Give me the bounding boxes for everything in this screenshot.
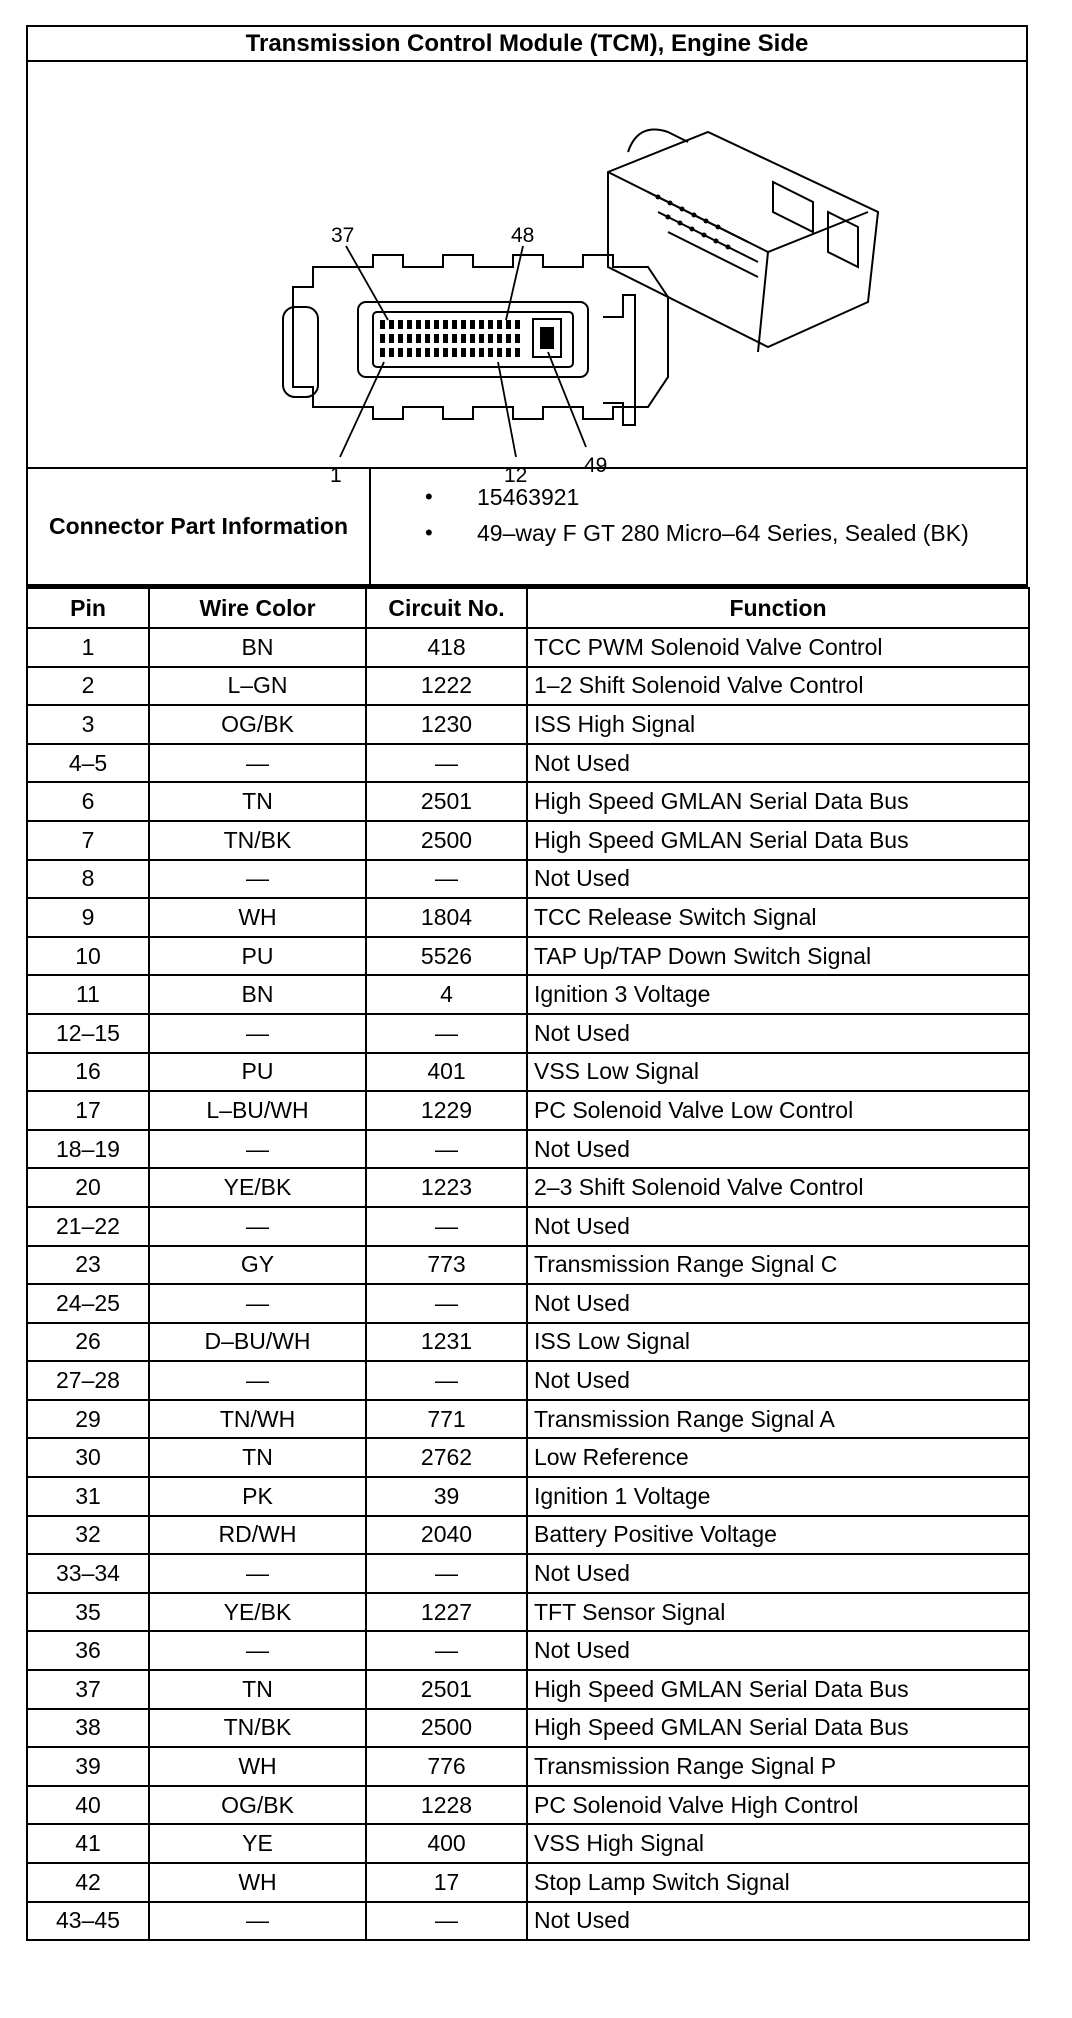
wire-color-cell: YE	[149, 1824, 366, 1863]
table-row	[27, 1246, 1029, 1285]
function-cell: PC Solenoid Valve High Control	[527, 1786, 1029, 1825]
circuit-number-cell: 4	[366, 975, 527, 1014]
wire-color-cell: YE/BK	[149, 1168, 366, 1207]
wire-color-cell: WH	[149, 1863, 366, 1902]
circuit-number-cell: 418	[366, 628, 527, 667]
table-row	[27, 898, 1029, 937]
pin-cell: 8	[27, 860, 149, 899]
wire-color-cell: OG/BK	[149, 705, 366, 744]
wire-color-cell: —	[149, 1130, 366, 1169]
circuit-number-cell: —	[366, 1631, 527, 1670]
table-row	[27, 744, 1029, 783]
function-cell: Not Used	[527, 860, 1029, 899]
pin-cell: 3	[27, 705, 149, 744]
table-row	[27, 1477, 1029, 1516]
function-cell: Not Used	[527, 1130, 1029, 1169]
function-cell: Not Used	[527, 1284, 1029, 1323]
wire-color-cell: —	[149, 1554, 366, 1593]
circuit-number-cell: 1222	[366, 667, 527, 706]
circuit-number-cell: 1228	[366, 1786, 527, 1825]
table-row	[27, 667, 1029, 706]
pin-cell: 30	[27, 1438, 149, 1477]
pin-cell: 26	[27, 1323, 149, 1362]
pin-cell: 39	[27, 1747, 149, 1786]
table-row	[27, 1438, 1029, 1477]
pin-cell: 16	[27, 1053, 149, 1092]
pin-cell: 33–34	[27, 1554, 149, 1593]
wire-color-cell: —	[149, 1361, 366, 1400]
table-row	[27, 1168, 1029, 1207]
pin-cell: 4–5	[27, 744, 149, 783]
function-cell: Not Used	[527, 1902, 1029, 1941]
pin-cell: 12–15	[27, 1014, 149, 1053]
table-row	[27, 821, 1029, 860]
pinout-table	[26, 587, 1030, 1941]
circuit-number-cell: —	[366, 744, 527, 783]
function-cell: TFT Sensor Signal	[527, 1593, 1029, 1632]
table-row	[27, 1323, 1029, 1362]
wire-color-cell: TN	[149, 1438, 366, 1477]
function-cell: High Speed GMLAN Serial Data Bus	[527, 782, 1029, 821]
circuit-number-cell: 2501	[366, 1670, 527, 1709]
connector-isometric	[608, 130, 878, 353]
wire-color-cell: BN	[149, 975, 366, 1014]
pin-cell: 2	[27, 667, 149, 706]
wire-color-cell: —	[149, 1284, 366, 1323]
circuit-number-cell: 2500	[366, 821, 527, 860]
pin-cell: 38	[27, 1709, 149, 1748]
pin-cell: 37	[27, 1670, 149, 1709]
header-function: Function	[527, 588, 1029, 628]
table-row	[27, 1747, 1029, 1786]
wire-color-cell: —	[149, 1014, 366, 1053]
table-row	[27, 1400, 1029, 1439]
wire-color-cell: —	[149, 744, 366, 783]
circuit-number-cell: 1229	[366, 1091, 527, 1130]
callout-49: 49	[584, 454, 608, 477]
table-row	[27, 1593, 1029, 1632]
function-cell: Ignition 3 Voltage	[527, 975, 1029, 1014]
pin-cell: 29	[27, 1400, 149, 1439]
header-circuit-no: Circuit No.	[366, 588, 527, 628]
function-cell: Not Used	[527, 744, 1029, 783]
pin-cell: 31	[27, 1477, 149, 1516]
circuit-number-cell: 400	[366, 1824, 527, 1863]
pin-cell: 40	[27, 1786, 149, 1825]
callout-12: 12	[504, 464, 528, 487]
pin-cell: 24–25	[27, 1284, 149, 1323]
function-cell: Transmission Range Signal A	[527, 1400, 1029, 1439]
callout-37: 37	[331, 224, 355, 247]
function-cell: TCC Release Switch Signal	[527, 898, 1029, 937]
function-cell: TCC PWM Solenoid Valve Control	[527, 628, 1029, 667]
circuit-number-cell: —	[366, 1130, 527, 1169]
function-cell: High Speed GMLAN Serial Data Bus	[527, 1670, 1029, 1709]
table-row	[27, 1670, 1029, 1709]
circuit-number-cell: 2762	[366, 1438, 527, 1477]
pin-cell: 11	[27, 975, 149, 1014]
wire-color-cell: TN	[149, 1670, 366, 1709]
circuit-number-cell: —	[366, 1014, 527, 1053]
function-cell: VSS Low Signal	[527, 1053, 1029, 1092]
function-cell: 2–3 Shift Solenoid Valve Control	[527, 1168, 1029, 1207]
pin-cell: 27–28	[27, 1361, 149, 1400]
table-row	[27, 975, 1029, 1014]
pin-grid	[380, 320, 520, 357]
function-cell: Transmission Range Signal C	[527, 1246, 1029, 1285]
circuit-number-cell: 776	[366, 1747, 527, 1786]
pinout-sheet	[26, 25, 1028, 2018]
table-header-row	[27, 588, 1029, 628]
circuit-number-cell: 2040	[366, 1516, 527, 1555]
table-row	[27, 1631, 1029, 1670]
pin-cell: 32	[27, 1516, 149, 1555]
table-row	[27, 1091, 1029, 1130]
circuit-number-cell: —	[366, 1207, 527, 1246]
callout-1: 1	[330, 464, 342, 487]
wire-color-cell: RD/WH	[149, 1516, 366, 1555]
table-row	[27, 1053, 1029, 1092]
table-row	[27, 1824, 1029, 1863]
table-row	[27, 937, 1029, 976]
table-body	[27, 628, 1029, 1940]
function-cell: Ignition 1 Voltage	[527, 1477, 1029, 1516]
circuit-number-cell: 773	[366, 1246, 527, 1285]
table-row	[27, 1709, 1029, 1748]
wire-color-cell: TN/WH	[149, 1400, 366, 1439]
table-row	[27, 1130, 1029, 1169]
circuit-number-cell: 1230	[366, 705, 527, 744]
header-pin: Pin	[27, 588, 149, 628]
table-row	[27, 1902, 1029, 1941]
table-row	[27, 1207, 1029, 1246]
pin-cell: 35	[27, 1593, 149, 1632]
circuit-number-cell: 1227	[366, 1593, 527, 1632]
table-row	[27, 1554, 1029, 1593]
circuit-number-cell: 1804	[366, 898, 527, 937]
wire-color-cell: PU	[149, 1053, 366, 1092]
table-row	[27, 1786, 1029, 1825]
circuit-number-cell: 1231	[366, 1323, 527, 1362]
function-cell: High Speed GMLAN Serial Data Bus	[527, 821, 1029, 860]
circuit-number-cell: 771	[366, 1400, 527, 1439]
pin-cell: 1	[27, 628, 149, 667]
pin-cell: 7	[27, 821, 149, 860]
connector-info-label: Connector Part Information	[28, 469, 371, 584]
bullet-icon: •	[425, 484, 433, 509]
wire-color-cell: —	[149, 860, 366, 899]
pin-cell: 18–19	[27, 1130, 149, 1169]
connector-info-values	[371, 469, 1026, 584]
circuit-number-cell: —	[366, 1361, 527, 1400]
pin-cell: 42	[27, 1863, 149, 1902]
circuit-number-cell: 401	[366, 1053, 527, 1092]
function-cell: PC Solenoid Valve Low Control	[527, 1091, 1029, 1130]
function-cell: ISS Low Signal	[527, 1323, 1029, 1362]
table-row	[27, 628, 1029, 667]
table-row	[27, 1863, 1029, 1902]
wire-color-cell: —	[149, 1207, 366, 1246]
function-cell: Not Used	[527, 1014, 1029, 1053]
pin-cell: 20	[27, 1168, 149, 1207]
wire-color-cell: —	[149, 1631, 366, 1670]
circuit-number-cell: —	[366, 1902, 527, 1941]
wire-color-cell: TN/BK	[149, 1709, 366, 1748]
part-number: 15463921	[477, 483, 580, 510]
wire-color-cell: BN	[149, 628, 366, 667]
pin-cell: 36	[27, 1631, 149, 1670]
connector-description: 49–way F GT 280 Micro–64 Series, Sealed (BK)	[477, 519, 969, 546]
function-cell: Battery Positive Voltage	[527, 1516, 1029, 1555]
function-cell: Not Used	[527, 1207, 1029, 1246]
table-row	[27, 1361, 1029, 1400]
wire-color-cell: —	[149, 1902, 366, 1941]
table-row	[27, 782, 1029, 821]
function-cell: Transmission Range Signal P	[527, 1747, 1029, 1786]
wire-color-cell: TN/BK	[149, 821, 366, 860]
callout-48: 48	[511, 224, 535, 247]
pin-cell: 10	[27, 937, 149, 976]
function-cell: ISS High Signal	[527, 705, 1029, 744]
connector-info-item	[425, 515, 1026, 551]
wire-color-cell: GY	[149, 1246, 366, 1285]
circuit-number-cell: —	[366, 1284, 527, 1323]
connector-latch-right	[603, 295, 635, 425]
wire-color-cell: OG/BK	[149, 1786, 366, 1825]
table-row	[27, 1284, 1029, 1323]
connector-drawing	[28, 62, 1030, 487]
pin-cell: 17	[27, 1091, 149, 1130]
wire-color-cell: L–GN	[149, 667, 366, 706]
table-row	[27, 1516, 1029, 1555]
circuit-number-cell: 1223	[366, 1168, 527, 1207]
function-cell: TAP Up/TAP Down Switch Signal	[527, 937, 1029, 976]
isometric-pin-dots	[656, 195, 731, 250]
circuit-number-cell: —	[366, 1554, 527, 1593]
bullet-icon: •	[425, 520, 433, 545]
pin-cell: 43–45	[27, 1902, 149, 1941]
pin-cell: 21–22	[27, 1207, 149, 1246]
pin-cell: 9	[27, 898, 149, 937]
connector-latch-left	[283, 307, 318, 397]
wire-color-cell: TN	[149, 782, 366, 821]
wire-color-cell: YE/BK	[149, 1593, 366, 1632]
table-row	[27, 1014, 1029, 1053]
pin-cell: 6	[27, 782, 149, 821]
wire-color-cell: L–BU/WH	[149, 1091, 366, 1130]
wire-color-cell: D–BU/WH	[149, 1323, 366, 1362]
circuit-number-cell: 17	[366, 1863, 527, 1902]
wire-color-cell: PU	[149, 937, 366, 976]
function-cell: Stop Lamp Switch Signal	[527, 1863, 1029, 1902]
connector-part-information	[26, 469, 1028, 587]
circuit-number-cell: 2500	[366, 1709, 527, 1748]
circuit-number-cell: 5526	[366, 937, 527, 976]
table-row	[27, 860, 1029, 899]
header-wire-color: Wire Color	[149, 588, 366, 628]
pin-cell: 23	[27, 1246, 149, 1285]
wire-color-cell: PK	[149, 1477, 366, 1516]
wire-color-cell: WH	[149, 1747, 366, 1786]
circuit-number-cell: —	[366, 860, 527, 899]
pin-cell: 41	[27, 1824, 149, 1863]
function-cell: 1–2 Shift Solenoid Valve Control	[527, 667, 1029, 706]
table-row	[27, 705, 1029, 744]
function-cell: High Speed GMLAN Serial Data Bus	[527, 1709, 1029, 1748]
function-cell: Not Used	[527, 1554, 1029, 1593]
wire-color-cell: WH	[149, 898, 366, 937]
connector-info-item	[425, 479, 1026, 515]
function-cell: Low Reference	[527, 1438, 1029, 1477]
circuit-number-cell: 2501	[366, 782, 527, 821]
circuit-number-cell: 39	[366, 1477, 527, 1516]
function-cell: Not Used	[527, 1631, 1029, 1670]
document-title: Transmission Control Module (TCM), Engine Side	[26, 25, 1028, 62]
function-cell: VSS High Signal	[527, 1824, 1029, 1863]
function-cell: Not Used	[527, 1361, 1029, 1400]
connector-illustration	[26, 62, 1028, 487]
